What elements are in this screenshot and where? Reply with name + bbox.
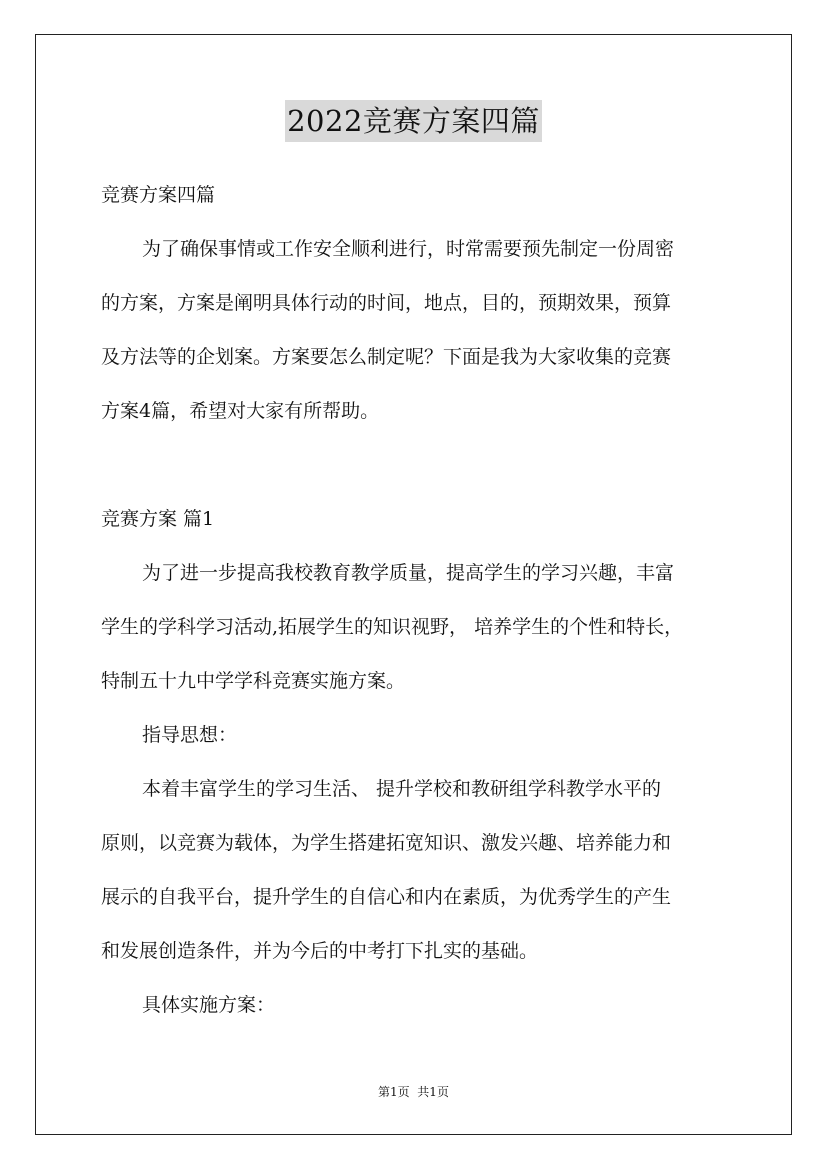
guiding-line: 原则，以竞赛为载体，为学生搭建拓宽知识、激发兴趣、培养能力和 <box>101 832 672 854</box>
document-subtitle: 竞赛方案四篇 <box>101 184 216 206</box>
title-wrap <box>0 100 827 142</box>
intro-line: 为了确保事情或工作安全顺利进行，时常需要预先制定一份周密 <box>142 238 675 260</box>
guiding-line: 展示的自我平台，提升学生的自信心和内在素质，为优秀学生的产生 <box>101 886 672 908</box>
guiding-heading: 指导思想： <box>142 724 238 746</box>
intro-line: 的方案，方案是阐明具体行动的时间，地点，目的，预期效果，预算 <box>101 292 672 314</box>
intro-line: 及方法等的企划案。方案要怎么制定呢？下面是我为大家收集的竞赛 <box>101 346 672 368</box>
plan-heading: 具体实施方案： <box>142 994 276 1016</box>
guiding-line: 和发展创造条件，并为今后的中考打下扎实的基础。 <box>101 940 539 962</box>
document-title: 2022竞赛方案四篇 <box>285 100 542 142</box>
intro-line: 方案4篇，希望对大家有所帮助。 <box>101 400 380 422</box>
guiding-line: 本着丰富学生的学习生活、 提升学校和教研组学科教学水平的 <box>142 778 662 800</box>
section-intro-line: 为了进一步提高我校教育教学质量，提高学生的学习兴趣，丰富 <box>142 562 675 584</box>
page-number: 第1页 共1页 <box>378 1085 449 1099</box>
section-heading: 竞赛方案 篇1 <box>101 508 215 530</box>
section-intro-line: 学生的学科学习活动,拓展学生的知识视野， 培养学生的个性和特长， <box>101 616 684 638</box>
section-intro-line: 特制五十九中学学科竞赛实施方案。 <box>101 670 406 692</box>
